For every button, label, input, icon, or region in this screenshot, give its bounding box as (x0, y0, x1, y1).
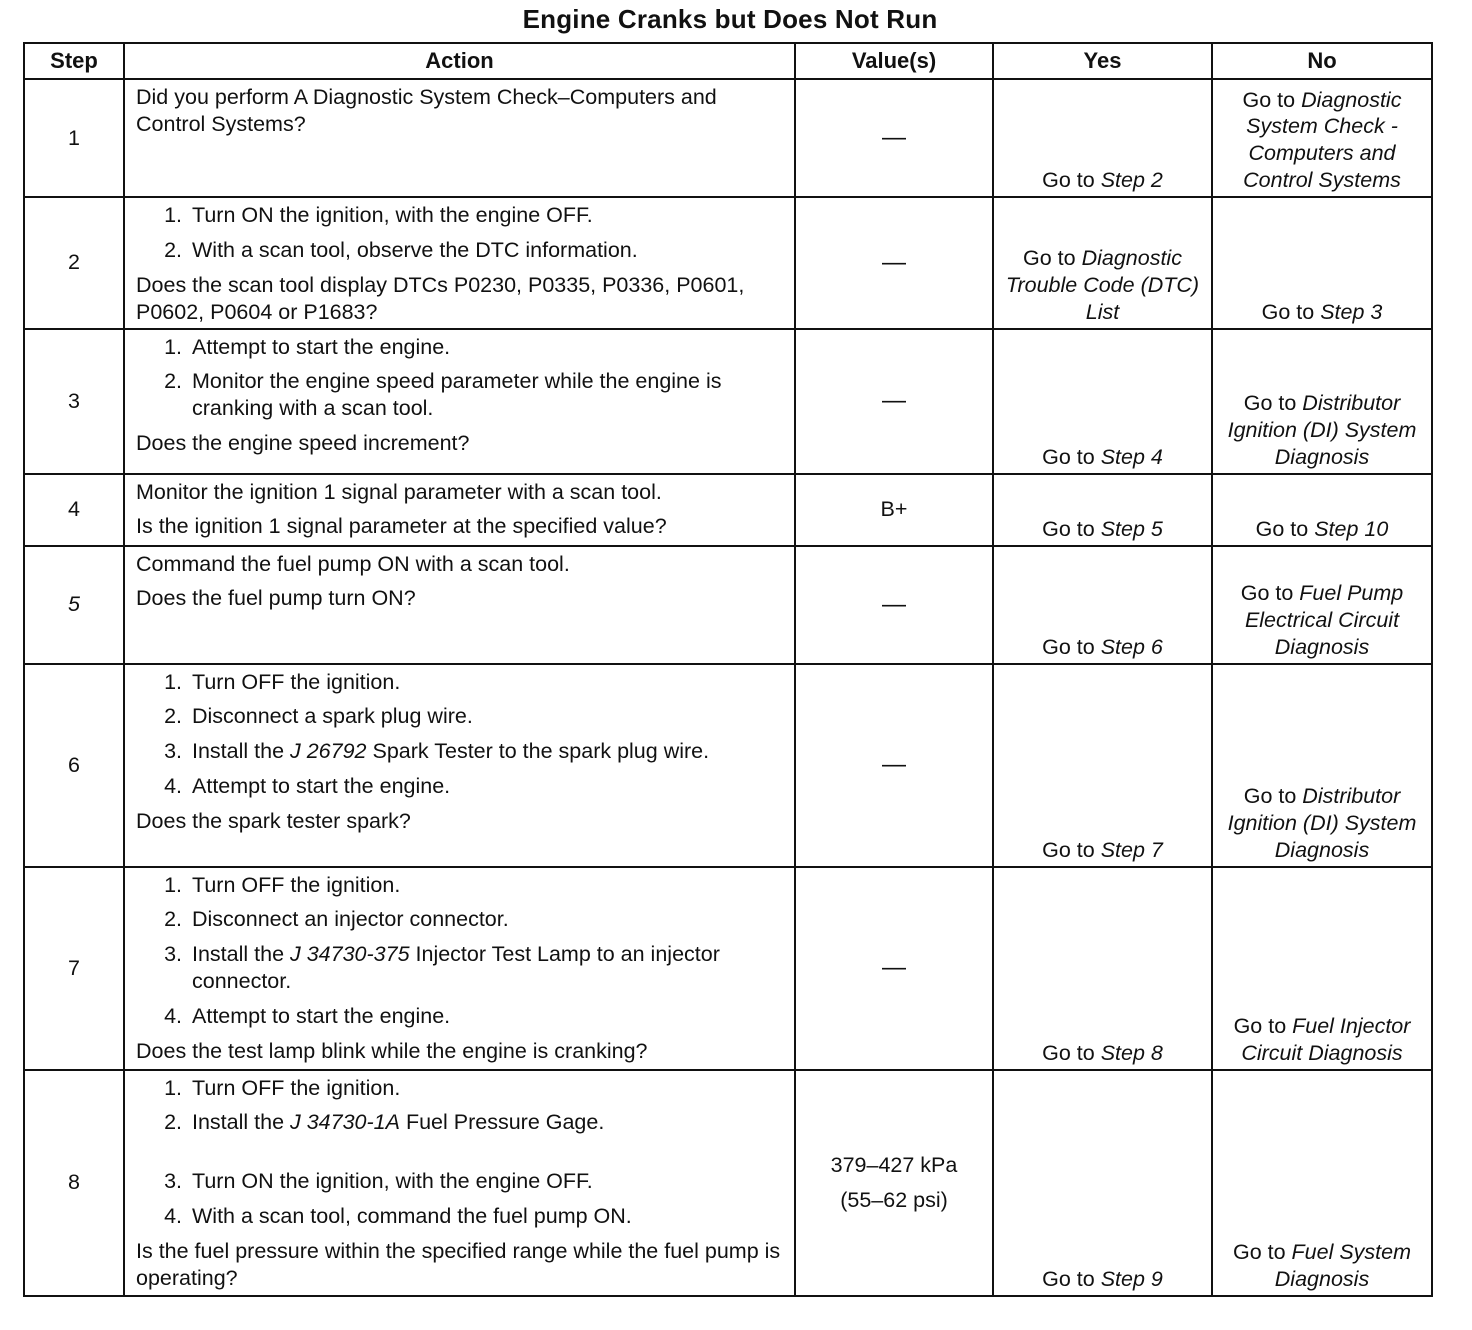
table-row (24, 329, 1432, 474)
table-row (24, 1070, 1432, 1296)
no-link[interactable]: Fuel System Diagnosis (1274, 1239, 1412, 1291)
action-step: 2. Disconnect a spark plug wire. (164, 704, 473, 729)
table-row (24, 867, 1432, 1070)
action-step: 1. Turn OFF the ignition. (164, 872, 401, 897)
value-cell: B+ (795, 474, 993, 546)
table-row (24, 474, 1432, 546)
no-link[interactable]: Fuel Pump Electrical Circuit Diagnosis (1244, 580, 1404, 659)
header-step: Step (24, 43, 124, 79)
action-cell (124, 1070, 795, 1296)
yes-cell: Go to Step 6 (993, 546, 1212, 664)
action-step: 1. Turn ON the ignition, with the engine OFF. (164, 203, 593, 227)
tool-number: J 34730-375 (290, 942, 410, 967)
value-cell (795, 1070, 993, 1296)
no-cell: Go to Distributor Ignition (DI) System Diagnosis (1212, 664, 1432, 867)
action-step: 3. Install the J 26792 Spark Tester to the spark plug wire. (164, 739, 710, 764)
yes-cell: Go to Step 7 (993, 664, 1212, 867)
action-question: Does the scan tool display DTCs P0230, P0335, P0336, P0601, P0602, P0604 or P1683? (136, 272, 745, 324)
yes-link[interactable]: Step 9 (1100, 1266, 1163, 1291)
no-link[interactable]: Step 10 (1314, 516, 1389, 541)
step-number: 3 (24, 329, 124, 474)
value-cell: — (795, 546, 993, 664)
tool-number: J 26792 (290, 739, 367, 764)
page-title: Engine Cranks but Does Not Run (522, 4, 938, 34)
action-step: 1. Turn OFF the ignition. (164, 1075, 401, 1100)
action-question: Does the spark tester spark? (136, 809, 411, 833)
action-step: 1. Attempt to start the engine. (164, 334, 451, 359)
no-cell: Go to Diagnostic System Check - Computers and Control Systems (1212, 79, 1432, 197)
action-step: 3. Turn ON the ignition, with the engine OFF. (164, 1169, 593, 1194)
tool-number: J 34730-1A (290, 1110, 400, 1135)
no-cell: Go to Distributor Ignition (DI) System Diagnosis (1212, 329, 1432, 474)
no-link[interactable]: Step 3 (1320, 299, 1383, 324)
value-imperial: (55–62 psi) (840, 1187, 948, 1212)
step-number: 8 (24, 1070, 124, 1296)
step-number: 6 (24, 664, 124, 867)
no-cell: Go to Fuel Pump Electrical Circuit Diagnosis (1212, 546, 1432, 664)
header-action: Action (124, 43, 795, 79)
table-row (24, 546, 1432, 664)
action-cell (124, 474, 795, 546)
value-metric: 379–427 kPa (830, 1152, 958, 1177)
action-step: 4. Attempt to start the engine. (164, 1004, 451, 1028)
no-link[interactable]: Distributor Ignition (DI) System Diagnosis (1227, 783, 1417, 862)
header-no: No (1212, 43, 1432, 79)
no-cell: Go to Step 10 (1212, 474, 1432, 546)
header-values: Value(s) (795, 43, 993, 79)
action-step: 4. Attempt to start the engine. (164, 774, 451, 799)
yes-link[interactable]: Step 5 (1100, 516, 1163, 541)
header-row (24, 43, 1432, 79)
header-yes: Yes (993, 43, 1212, 79)
yes-link[interactable]: Step 4 (1100, 444, 1163, 469)
action-cell (124, 664, 795, 867)
table-row (24, 664, 1432, 867)
no-link[interactable]: Distributor Ignition (DI) System Diagnosis (1227, 390, 1417, 469)
step-number: 2 (24, 197, 124, 329)
yes-cell: Go to Step 9 (993, 1070, 1212, 1296)
yes-cell: Go to Step 2 (993, 79, 1212, 197)
yes-link[interactable]: Step 7 (1100, 837, 1163, 862)
action-step: 4. With a scan tool, command the fuel pump ON. (164, 1204, 632, 1229)
table-row (24, 197, 1432, 329)
yes-cell: Go to Step 5 (993, 474, 1212, 546)
yes-link[interactable]: Step 8 (1100, 1040, 1163, 1065)
action-step: 2. Install the J 34730-1A Fuel Pressure Gage. (164, 1110, 605, 1135)
action-question: Does the engine speed increment? (136, 431, 470, 456)
action-question: Does the fuel pump turn ON? (136, 586, 416, 611)
no-link[interactable]: Diagnostic System Check - Computers and Control Systems (1243, 87, 1402, 193)
value-cell: — (795, 197, 993, 329)
action-step: 2. With a scan tool, observe the DTC information. (164, 237, 638, 262)
value-cell: — (795, 867, 993, 1070)
action-question: Is the ignition 1 signal parameter at the specified value? (136, 514, 667, 539)
no-cell: Go to Fuel System Diagnosis (1212, 1070, 1432, 1296)
action-cell (124, 546, 795, 664)
yes-link[interactable]: Diagnostic Trouble Code (DTC) List (1005, 245, 1200, 324)
action-question: Is the fuel pressure within the specified range while the fuel pump is operating? (136, 1239, 781, 1290)
yes-cell: Go to Step 8 (993, 867, 1212, 1070)
action-line: Monitor the ignition 1 signal parameter with a scan tool. (136, 479, 662, 504)
yes-link[interactable]: Step 2 (1100, 168, 1163, 193)
no-link[interactable]: Fuel Injector Circuit Diagnosis (1241, 1013, 1411, 1065)
yes-cell: Go to Diagnostic Trouble Code (DTC) List (993, 197, 1212, 329)
action-step: 2. Disconnect an injector connector. (164, 907, 509, 932)
action-step: 2. Monitor the engine speed parameter while the engine is cranking with a scan tool. (164, 369, 722, 421)
yes-cell: Go to Step 4 (993, 329, 1212, 474)
step-number: 7 (24, 867, 124, 1070)
no-cell: Go to Step 3 (1212, 197, 1432, 329)
action-cell (124, 79, 795, 197)
action-cell (124, 329, 795, 474)
step-number: 4 (24, 474, 124, 546)
yes-link[interactable]: Step 6 (1100, 634, 1163, 659)
action-cell (124, 197, 795, 329)
action-cell (124, 867, 795, 1070)
action-step: 3. Install the J 34730-375 Injector Test Lamp to an injector connector. (164, 942, 720, 994)
action-question: Did you perform A Diagnostic System Check–Computers and Control Systems? (136, 85, 717, 136)
diagnostic-table (23, 42, 1433, 1297)
action-step: 1. Turn OFF the ignition. (164, 669, 401, 694)
no-cell: Go to Fuel Injector Circuit Diagnosis (1212, 867, 1432, 1070)
table-row (24, 79, 1432, 197)
value-cell: — (795, 664, 993, 867)
value-cell: — (795, 79, 993, 197)
action-line: Command the fuel pump ON with a scan tool. (136, 551, 570, 576)
action-question: Does the test lamp blink while the engine is cranking? (136, 1038, 648, 1063)
step-number: 5 (24, 546, 124, 664)
value-cell: — (795, 329, 993, 474)
step-number: 1 (24, 79, 124, 197)
